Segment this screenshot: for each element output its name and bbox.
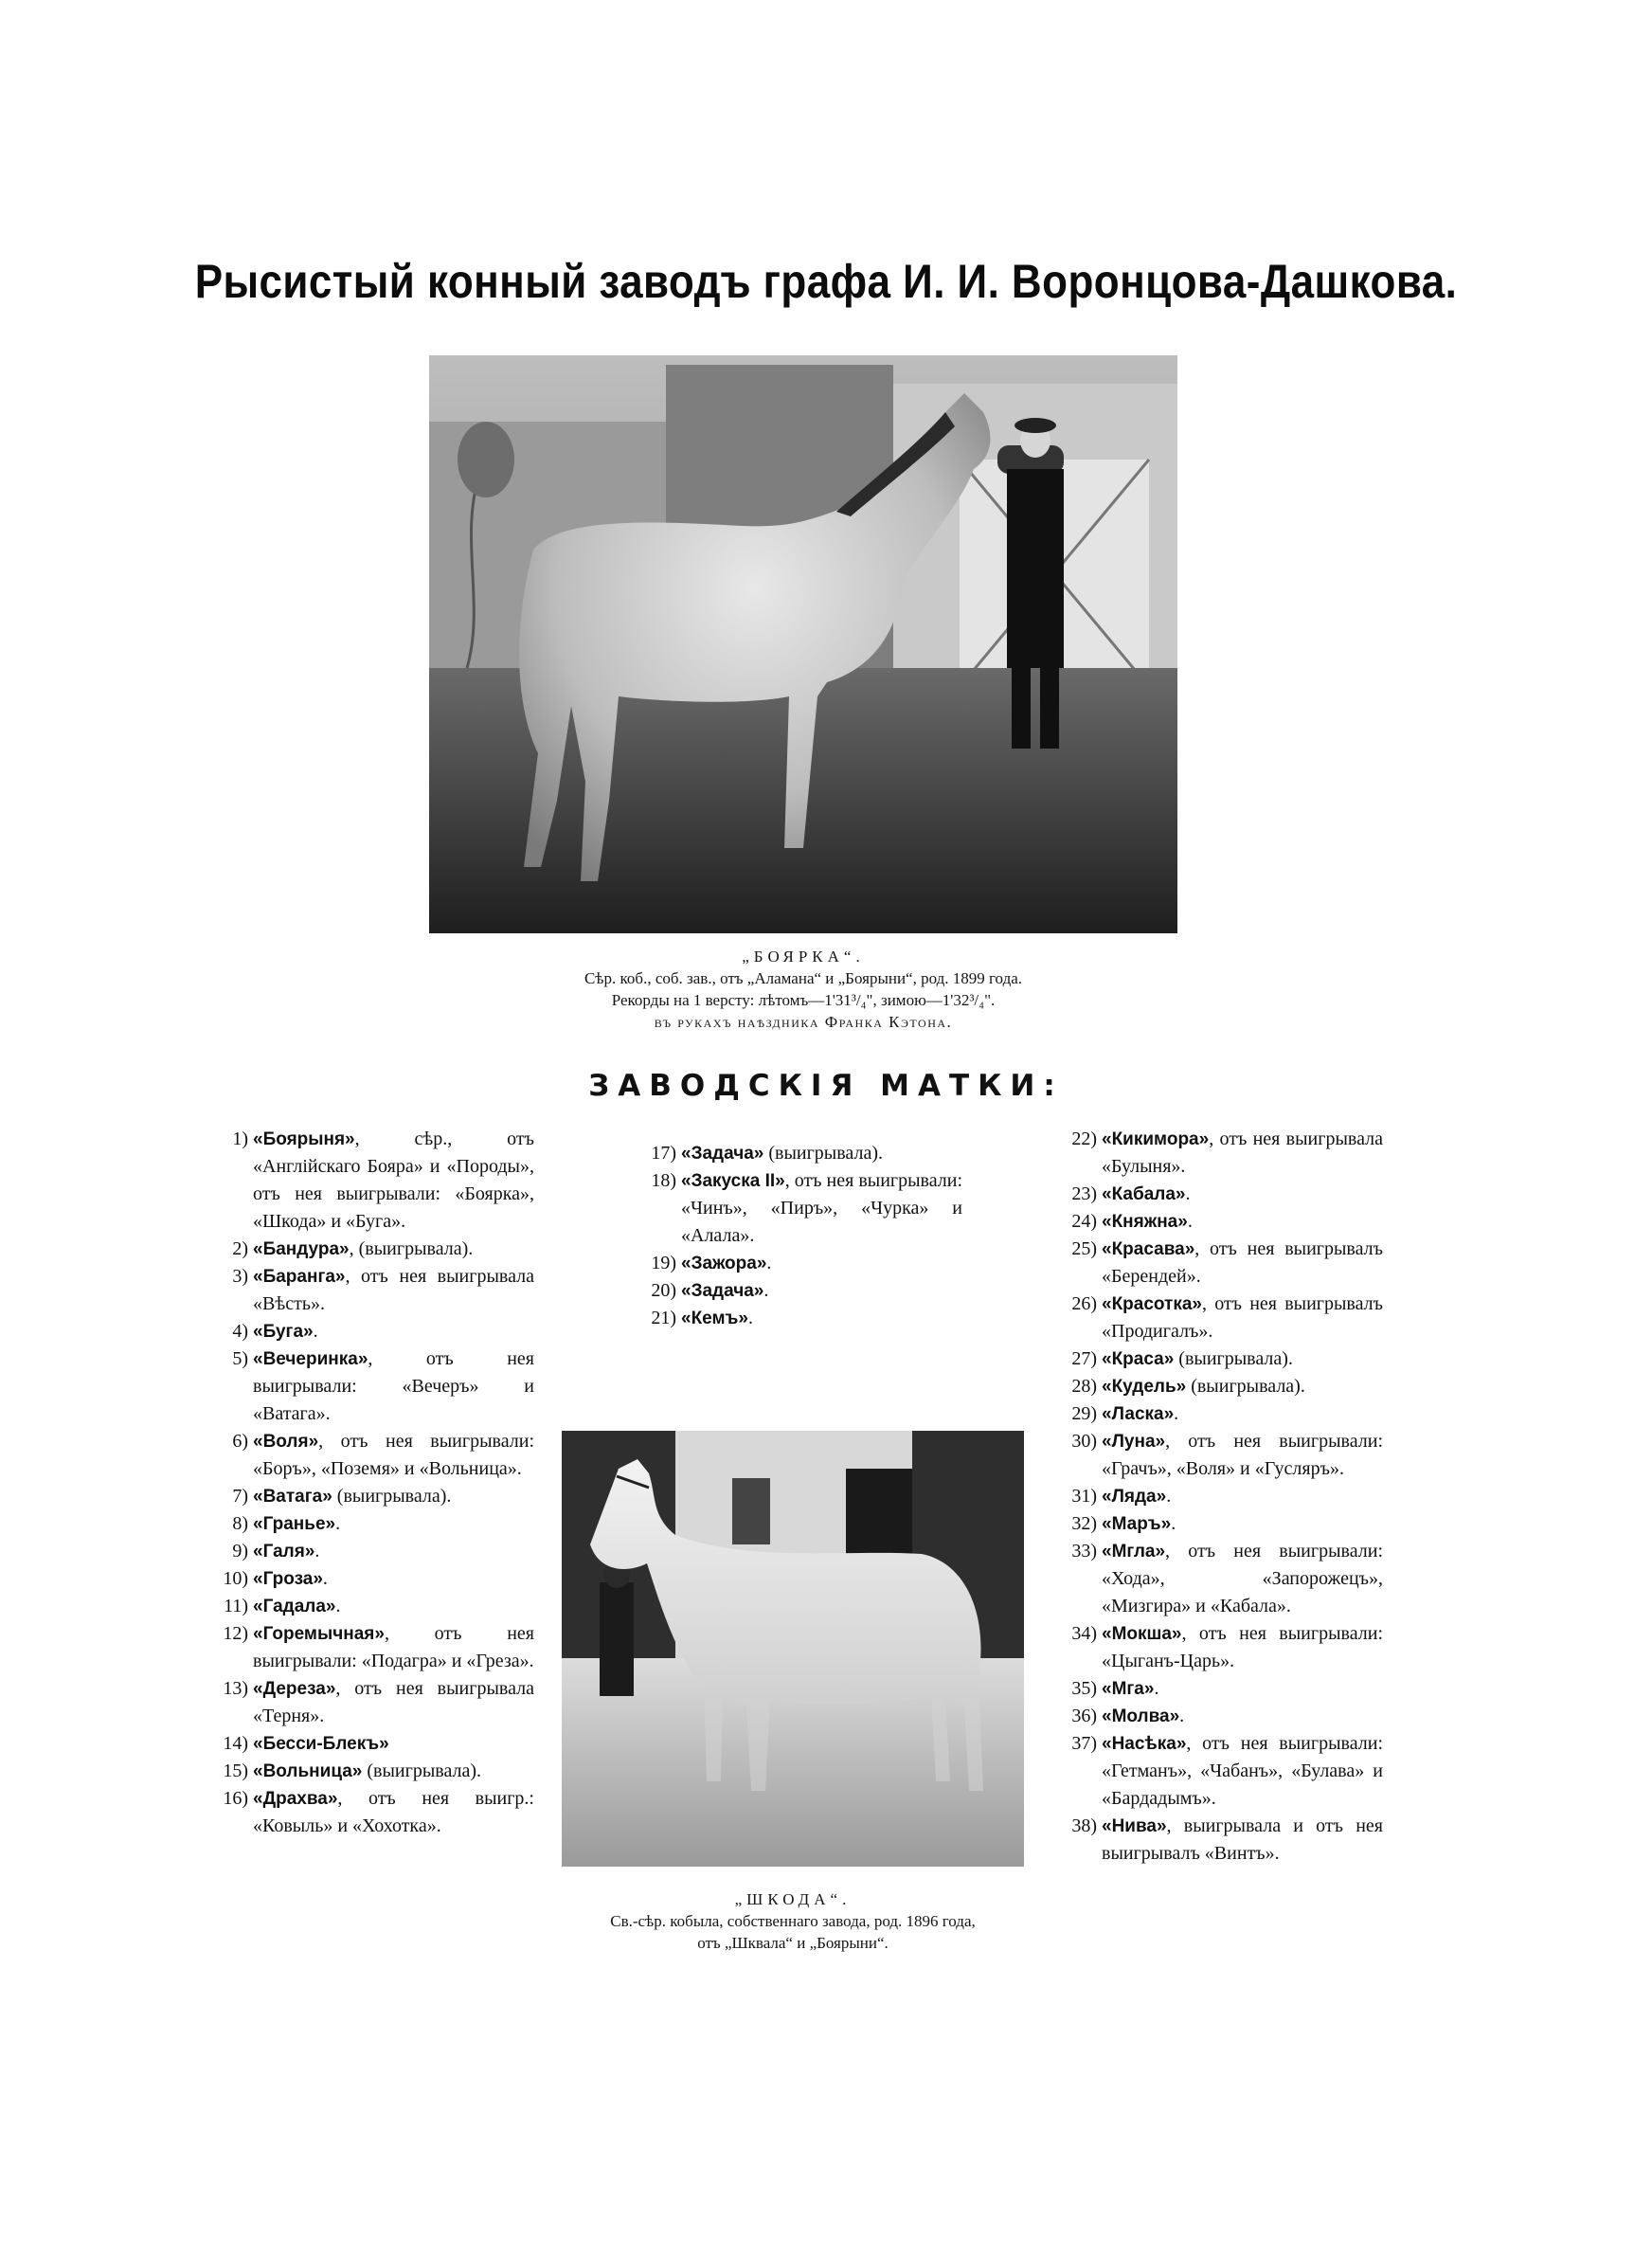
mare-entry xyxy=(1050,1345,1383,1373)
mare-number: 31) xyxy=(1071,1486,1097,1507)
mare-number: 21) xyxy=(651,1308,676,1328)
mare-name: «Горемычная» xyxy=(253,1624,385,1644)
mare-description: . xyxy=(763,1280,769,1301)
mare-entry xyxy=(1050,1538,1383,1620)
mare-number: 33) xyxy=(1071,1541,1097,1562)
shkoda-caption xyxy=(540,1888,1046,1954)
mare-name: «Боярыня» xyxy=(253,1129,355,1149)
mare-description: . xyxy=(1166,1486,1172,1507)
mare-entry xyxy=(201,1510,534,1538)
mare-number: 3) xyxy=(232,1266,248,1287)
mare-description: , отъ нея выигрывали: «Вечеръ» и «Ватага». xyxy=(253,1348,534,1424)
mare-description: , отъ нея выигрывали: «Гетманъ», «Чабанъ», «Булава» и «Бардадымъ». xyxy=(1102,1733,1383,1809)
boyarka-caption-line1: Сѣр. коб., соб. зав., отъ „Аламана“ и „Боярыни“, род. 1899 года. xyxy=(584,969,1023,987)
mare-name: «Луна» xyxy=(1102,1432,1166,1452)
mare-description: , отъ нея выигрывала «Вѣсть». xyxy=(253,1266,534,1314)
mare-name: «Баранга» xyxy=(253,1267,346,1287)
mare-number: 24) xyxy=(1071,1211,1097,1232)
mare-number: 8) xyxy=(232,1513,248,1534)
mare-description: . xyxy=(313,1321,318,1342)
mare-description: . xyxy=(335,1513,341,1534)
shkoda-caption-line2: отъ „Шквала“ и „Боярыни“. xyxy=(697,1934,889,1952)
mare-entry xyxy=(201,1126,534,1236)
mare-entry xyxy=(1050,1510,1383,1538)
mare-number: 20) xyxy=(651,1280,676,1301)
mare-number: 30) xyxy=(1071,1431,1097,1452)
mare-name: «Мгла» xyxy=(1102,1542,1166,1562)
boyarka-photo xyxy=(429,355,1177,933)
mare-entry xyxy=(1050,1181,1383,1208)
mare-number: 6) xyxy=(232,1431,248,1452)
mare-description: , отъ нея выигрывали: «Цыганъ-Царь». xyxy=(1102,1623,1383,1671)
mare-description: , отъ нея выигрывали: «Грачъ», «Воля» и «Гусляръ». xyxy=(1102,1431,1383,1479)
mare-number: 2) xyxy=(232,1238,248,1259)
mare-number: 12) xyxy=(223,1623,248,1644)
boyarka-caption-line3: въ рукахъ наѣздника Франка Кэтона. xyxy=(654,1013,953,1031)
mare-number: 9) xyxy=(232,1541,248,1562)
mare-description: , отъ нея выигрывали: «Боръ», «Поземя» и «Вольница». xyxy=(253,1431,534,1479)
mare-entry xyxy=(629,1250,962,1277)
mare-number: 11) xyxy=(224,1596,248,1616)
mare-name: «Маръ» xyxy=(1102,1514,1172,1534)
mare-entry xyxy=(1050,1291,1383,1345)
mare-name: «Воля» xyxy=(253,1432,319,1452)
mare-name: «Мга» xyxy=(1102,1679,1155,1699)
mare-description: , отъ нея выигрывали: «Чинъ», «Пиръ», «Чурка» и «Алала». xyxy=(681,1170,963,1246)
mare-entry xyxy=(1050,1126,1383,1181)
mare-number: 36) xyxy=(1071,1706,1097,1726)
mare-description: . xyxy=(1171,1513,1176,1534)
mare-description: , отъ нея выигрывала «Булыня». xyxy=(1102,1128,1383,1177)
mare-description: , (выигрывала). xyxy=(349,1238,474,1259)
mare-entry xyxy=(1050,1208,1383,1236)
mare-name: «Кикимора» xyxy=(1102,1129,1210,1149)
mare-name: «Зажора» xyxy=(681,1254,767,1273)
mare-entry xyxy=(201,1620,534,1675)
mare-name: «Молва» xyxy=(1102,1706,1180,1726)
mares-column-2 xyxy=(629,1140,962,1332)
mare-name: «Вольница» xyxy=(253,1761,363,1781)
mare-number: 13) xyxy=(223,1678,248,1699)
mares-column-3 xyxy=(1050,1126,1383,1868)
mare-name: «Гадала» xyxy=(253,1597,336,1616)
mare-description: (выигрывала). xyxy=(332,1486,452,1507)
mare-entry xyxy=(629,1140,962,1167)
mare-number: 38) xyxy=(1071,1815,1097,1836)
mare-entry xyxy=(201,1538,534,1565)
mare-number: 19) xyxy=(651,1253,676,1273)
mare-description: , отъ нея выигрывали: «Подагра» и «Греза». xyxy=(253,1623,534,1671)
mare-entry xyxy=(629,1167,962,1250)
mare-description: . xyxy=(747,1308,753,1328)
mare-description: , отъ нея выигр.: «Ковыль» и «Хохотка». xyxy=(253,1788,534,1836)
mare-number: 4) xyxy=(232,1321,248,1342)
mare-entry xyxy=(201,1263,534,1318)
mare-number: 34) xyxy=(1071,1623,1097,1644)
mare-name: «Драхва» xyxy=(253,1789,338,1809)
mare-name: «Галя» xyxy=(253,1542,315,1562)
mare-number: 1) xyxy=(232,1128,248,1149)
mares-column-1 xyxy=(201,1126,534,1840)
mare-entry xyxy=(1050,1483,1383,1510)
mare-entry xyxy=(201,1785,534,1840)
mare-name: «Бандура» xyxy=(253,1239,350,1259)
mare-description: (выигрывала). xyxy=(1174,1348,1293,1369)
mare-number: 16) xyxy=(223,1788,248,1809)
mare-name: «Ласка» xyxy=(1102,1404,1175,1424)
boyarka-caption xyxy=(429,946,1177,1033)
mare-entry xyxy=(201,1730,534,1758)
mare-name: «Задача» xyxy=(681,1281,764,1301)
mare-description: , выигрывала и отъ нея выигрывалъ «Винтъ». xyxy=(1102,1815,1383,1864)
mare-entry xyxy=(201,1483,534,1510)
mare-description: . xyxy=(314,1541,320,1562)
mare-number: 23) xyxy=(1071,1183,1097,1204)
page-title: Рысистый конный заводъ графа И. И. Воронцова-Дашкова. xyxy=(194,255,1458,308)
section-heading: ЗАВОДСКІЯ МАТКИ: xyxy=(588,1069,1064,1103)
mare-description: , отъ нея выигрывалъ «Продигалъ». xyxy=(1102,1293,1383,1342)
mare-number: 32) xyxy=(1071,1513,1097,1534)
mare-number: 26) xyxy=(1071,1293,1097,1314)
mare-description: , отъ нея выигрывала «Терня». xyxy=(253,1678,534,1726)
mare-description: . xyxy=(1187,1211,1193,1232)
mare-name: «Красотка» xyxy=(1102,1294,1202,1314)
mare-description: . xyxy=(1174,1403,1179,1424)
mare-description: . xyxy=(322,1568,328,1589)
mare-entry xyxy=(1050,1236,1383,1291)
mare-name: «Ляда» xyxy=(1102,1487,1167,1507)
mare-number: 22) xyxy=(1071,1128,1097,1149)
shkoda-caption-line1: Св.-сѣр. кобыла, собственнаго завода, род. 1896 года, xyxy=(610,1912,976,1930)
mare-name: «Буга» xyxy=(253,1322,314,1342)
mare-name: «Княжна» xyxy=(1102,1212,1188,1232)
mare-description: . xyxy=(1185,1183,1191,1204)
mare-name: «Закуска II» xyxy=(681,1171,785,1191)
mare-name: «Вечеринка» xyxy=(253,1349,368,1369)
boyarka-caption-title: „БОЯРКА“. xyxy=(742,948,865,966)
mare-entry xyxy=(201,1236,534,1263)
mare-number: 15) xyxy=(223,1760,248,1781)
mare-description: (выигрывала). xyxy=(1186,1376,1305,1397)
mare-number: 29) xyxy=(1071,1403,1097,1424)
mare-description: . xyxy=(766,1253,772,1273)
shkoda-caption-title: „ШКОДА“. xyxy=(734,1890,852,1908)
mare-description: . xyxy=(335,1596,341,1616)
mare-number: 10) xyxy=(223,1568,248,1589)
mare-name: «Гранье» xyxy=(253,1514,336,1534)
mare-entry xyxy=(1050,1428,1383,1483)
mare-entry xyxy=(1050,1373,1383,1400)
mare-entry xyxy=(1050,1813,1383,1868)
mare-number: 35) xyxy=(1071,1678,1097,1699)
mare-entry xyxy=(201,1675,534,1730)
mare-name: «Дереза» xyxy=(253,1679,336,1699)
mare-entry xyxy=(201,1593,534,1620)
mare-number: 5) xyxy=(232,1348,248,1369)
boyarka-caption-line2: Рекорды на 1 версту: лѣтомъ—1'31³/₄", зимою—1'32³/₄". xyxy=(611,991,996,1009)
mare-description: (выигрывала). xyxy=(763,1143,883,1164)
mare-name: «Ватага» xyxy=(253,1487,332,1507)
mare-name: «Насѣка» xyxy=(1102,1734,1187,1754)
mare-name: «Кемъ» xyxy=(681,1309,748,1328)
mare-name: «Гроза» xyxy=(253,1569,323,1589)
mare-number: 14) xyxy=(223,1733,248,1754)
shkoda-photo xyxy=(562,1431,1024,1867)
mare-description: , отъ нея выигрывалъ «Берендей». xyxy=(1102,1238,1383,1287)
mare-number: 25) xyxy=(1071,1238,1097,1259)
mare-entry xyxy=(629,1277,962,1305)
mare-number: 37) xyxy=(1071,1733,1097,1754)
mare-number: 27) xyxy=(1071,1348,1097,1369)
mare-name: «Кудель» xyxy=(1102,1377,1187,1397)
mare-number: 28) xyxy=(1071,1376,1097,1397)
mare-entry xyxy=(1050,1730,1383,1813)
mare-name: «Краса» xyxy=(1102,1349,1175,1369)
mare-entry xyxy=(1050,1620,1383,1675)
mare-entry xyxy=(201,1565,534,1593)
mare-description: , сѣр., отъ «Англійскаго Бояра» и «Породы», отъ нея выигрывали: «Боярка», «Шкода» и «Буга». xyxy=(253,1128,534,1232)
mare-name: «Кабала» xyxy=(1102,1184,1186,1204)
mare-entry xyxy=(201,1318,534,1345)
mare-number: 17) xyxy=(651,1143,676,1164)
mare-name: «Мокша» xyxy=(1102,1624,1182,1644)
mare-number: 18) xyxy=(651,1170,676,1191)
mare-description: (выигрывала). xyxy=(362,1760,482,1781)
mare-name: «Красава» xyxy=(1102,1239,1195,1259)
mare-entry xyxy=(629,1305,962,1332)
mare-entry xyxy=(1050,1703,1383,1730)
mare-entry xyxy=(1050,1675,1383,1703)
mare-entry xyxy=(201,1758,534,1785)
mare-name: «Бесси-Блекъ» xyxy=(253,1734,389,1754)
mare-description: , отъ нея выигрывали: «Хода», «Запорожецъ», «Мизгира» и «Кабала». xyxy=(1102,1541,1383,1616)
mare-number: 7) xyxy=(232,1486,248,1507)
mare-description: . xyxy=(1154,1678,1159,1699)
mare-entry xyxy=(201,1345,534,1428)
mare-name: «Задача» xyxy=(681,1144,764,1164)
mare-entry xyxy=(1050,1400,1383,1428)
mare-entry xyxy=(201,1428,534,1483)
mare-name: «Нива» xyxy=(1102,1816,1167,1836)
mare-description: . xyxy=(1179,1706,1185,1726)
